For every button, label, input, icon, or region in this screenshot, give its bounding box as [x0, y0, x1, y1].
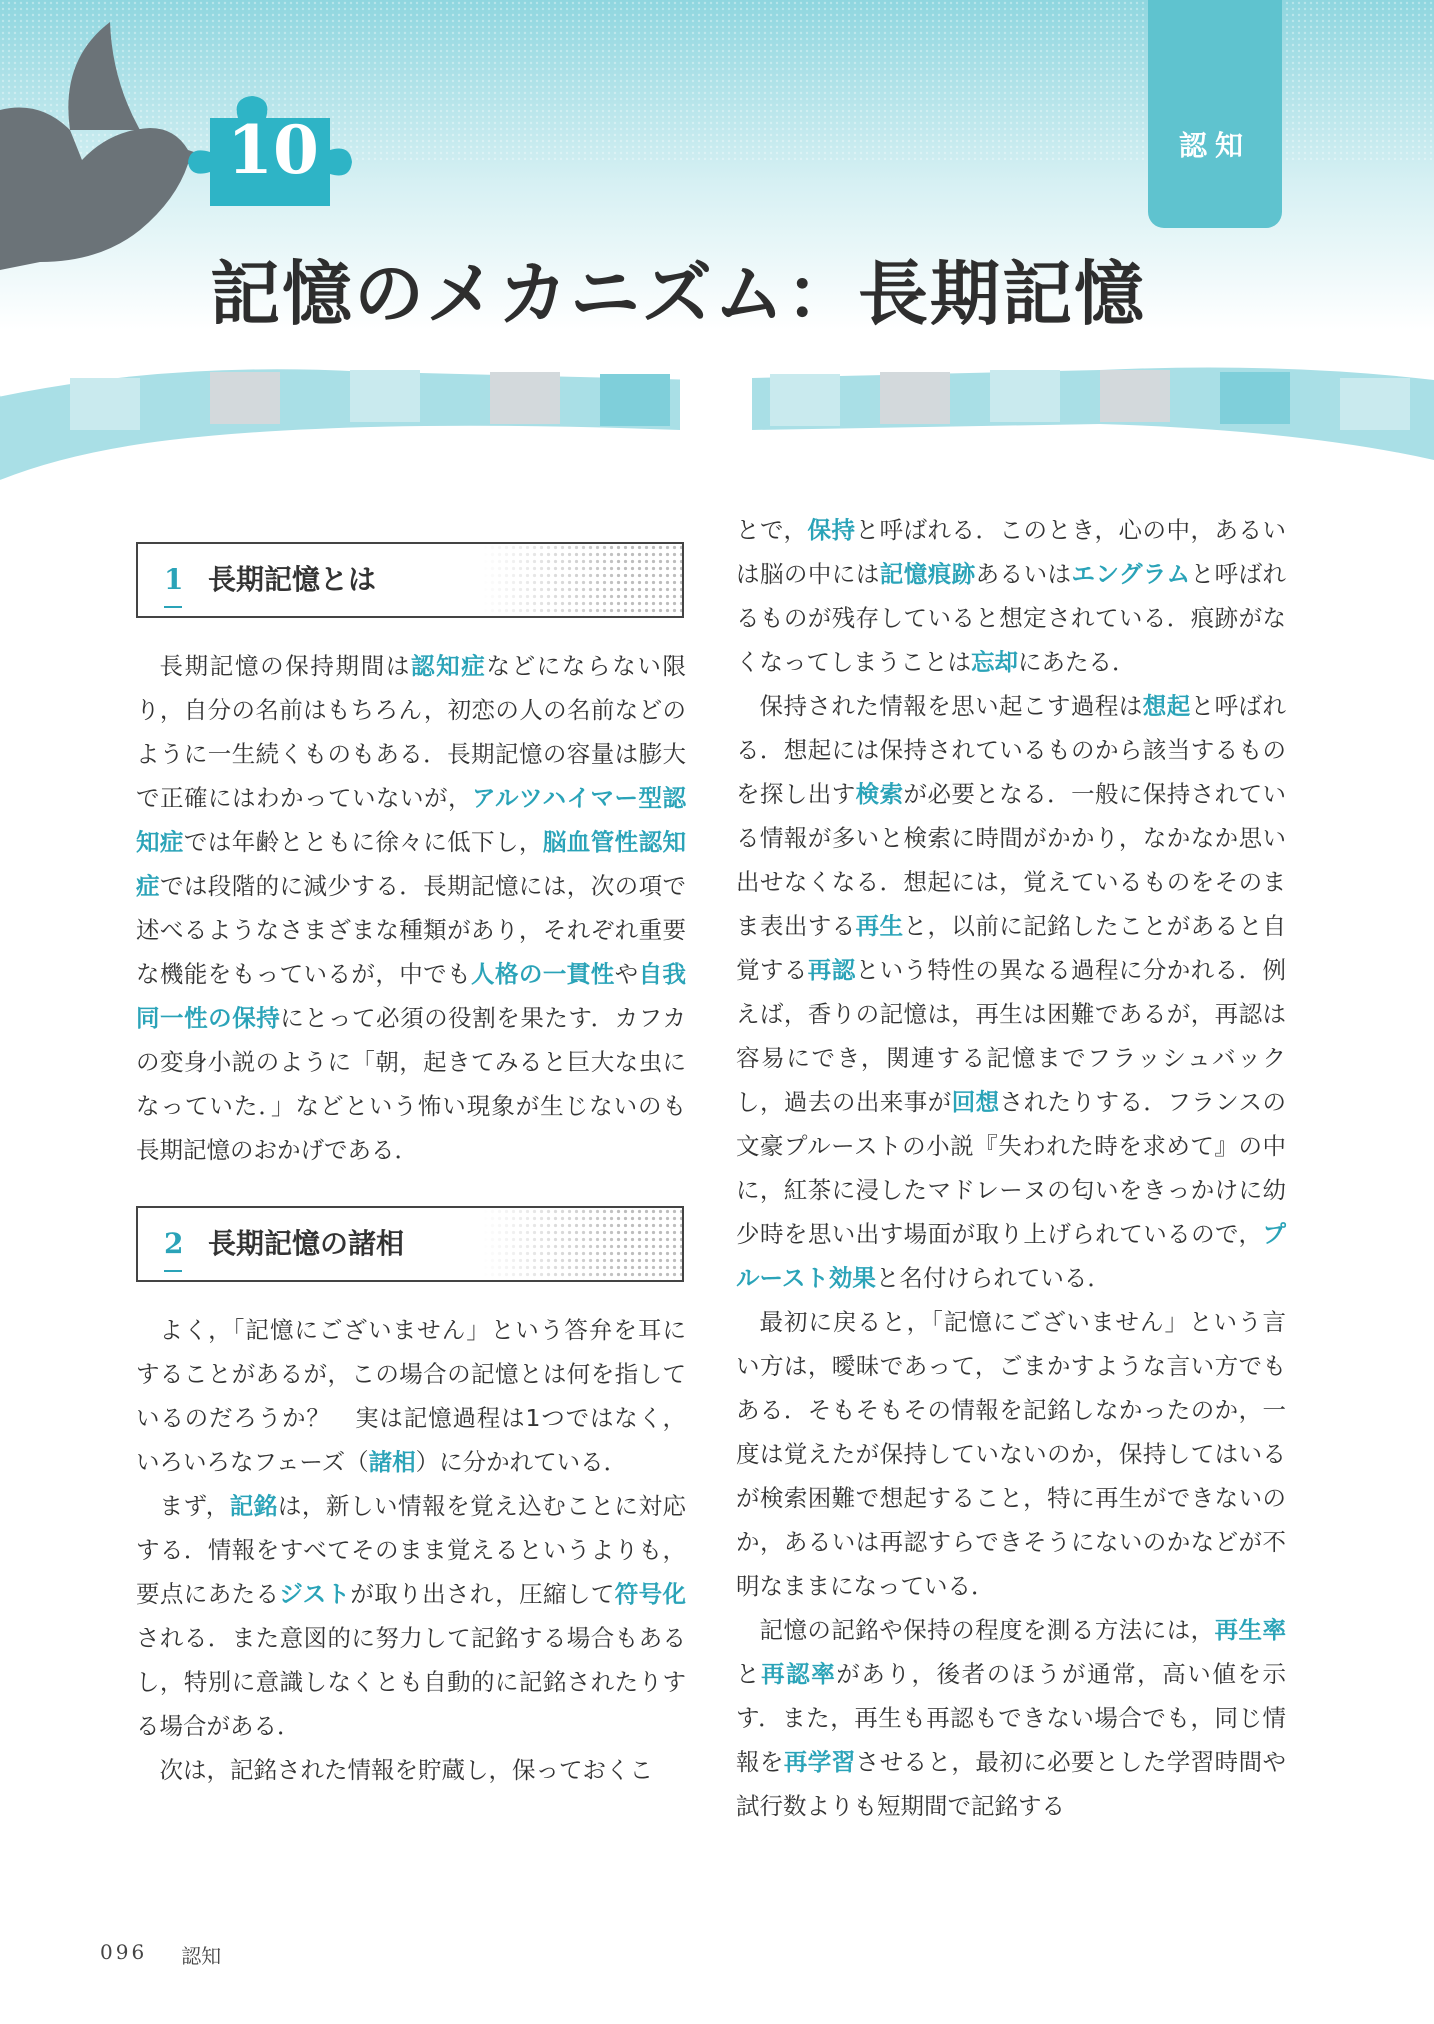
keyword: 忘却 — [971, 648, 1018, 676]
keyword: 記銘 — [229, 1492, 278, 1520]
keyword: 符号化 — [614, 1580, 687, 1608]
paragraph: 最初に戻ると，「記憶にございません」という言い方は，曖昧であって，ごまかすような言い方でもある．そもそもその情報を記銘しなかったのか，一度は覚えたが保持していないのか，保持してはいるが検索困難で想起すること，特に再生ができないのか，あるいは再認すらできそうにないのかなどが不明なままになっている． — [736, 1308, 1286, 1600]
keyword: 再認率 — [761, 1660, 837, 1688]
paragraph: とで，保持と呼ばれる．このとき，心の中，あるいは脳の中には記憶痕跡あるいはエングラムと呼ばれるものが残存していると想定されている．痕跡がなくなってしまうことは忘却にあたる． — [736, 516, 1287, 676]
keyword: 再学習 — [783, 1748, 856, 1776]
section-title: 長期記憶の諸相 — [208, 1227, 405, 1260]
dot-pattern — [482, 1208, 682, 1280]
paragraph: 記憶の記銘や保持の程度を測る方法には，再生率と再認率があり，後者のほうが通常，高い値を示す．また，再生も再認もできない場合でも，同じ情報を再学習させると，最初に必要とした学習時間や試行数よりも短期間で記銘する — [736, 1616, 1287, 1820]
keyword: 想起 — [1142, 692, 1191, 720]
page-number: 096 — [100, 1940, 148, 1964]
keyword: プルースト効果 — [736, 1220, 1286, 1292]
keyword: 再認 — [807, 956, 856, 984]
dot-pattern — [482, 544, 682, 616]
keyword: 自我同一性の保持 — [136, 960, 687, 1032]
chapter-number: 10 — [227, 111, 319, 189]
keyword: 再生 — [855, 912, 904, 940]
category-tab: 認知 — [1148, 0, 1282, 228]
paragraph: まず，記銘は，新しい情報を覚え込むことに対応する．情報をすべてそのまま覚えるというよりも，要点にあたるジストが取り出され，圧縮して符号化される．また意図的に努力して記銘する場合もあるし，特別に意識しなくとも自動的に記銘されたりする場合がある． — [136, 1492, 687, 1740]
keyword: 認知症 — [411, 652, 487, 680]
section-heading — [136, 1206, 684, 1282]
keyword: 記憶痕跡 — [879, 560, 976, 588]
paragraph: 保持された情報を思い起こす過程は想起と呼ばれる．想起には保持されているものから該当するものを探し出す検索が必要となる．一般に保持されている情報が多いと検索に時間がかかり，なかなか思い出せなくなる．想起には，覚えているものをそのまま表出する再生と，以前に記銘したことがあると自覚する再認という特性の異なる過程に分かれる．例えば，香りの記憶は，再生は困難であるが，再認は容易にでき，関連する記憶までフラッシュバックし，過去の出来事が回想されたりする．フランスの文豪プルーストの小説『失われた時を求めて』の中に，紅茶に浸したマドレーヌの匂いをきっかけに幼少時を思い出す場面が取り上げられているので，プルースト効果と名付けられている． — [736, 692, 1287, 1292]
keyword: 保持 — [807, 516, 856, 544]
section-heading — [136, 542, 684, 618]
keyword: 検索 — [855, 780, 904, 808]
paragraph: 長期記憶の保持期間は認知症などにならない限り，自分の名前はもちろん，初恋の人の名前などのように一生続くものもある．長期記憶の容量は膨大で正確にはわかっていないが，アルツハイマー型認知症では年齢とともに徐々に低下し，脳血管性認知症では段階的に減少する．長期記憶には，次の項で述べるようなさまざまな種類があり，それぞれ重要な機能をもっているが，中でも人格の一貫性や自我同一性の保持にとって必須の役割を果たす．カフカの変身小説のように「朝，起きてみると巨大な虫になっていた．」などという怖い現象が生じないのも長期記憶のおかげである． — [136, 652, 687, 1164]
keyword: エングラム — [1071, 560, 1191, 588]
page-footer — [100, 1940, 221, 1969]
keyword: 回想 — [951, 1088, 1000, 1116]
keyword: 人格の一貫性 — [471, 960, 615, 988]
paragraph: よく，「記憶にございません」という答弁を耳にすることがあるが，この場合の記憶とは何を指しているのだろうか？ 実は記憶過程は1つではなく，いろいろなフェーズ（諸相）に分かれている． — [136, 1316, 686, 1476]
section-number: 2 — [164, 1222, 208, 1266]
keyword: 再生率 — [1214, 1616, 1287, 1644]
footer-category: 認知 — [181, 1944, 222, 1968]
page-title: 記憶のメカニズム：長期記憶 — [210, 253, 1146, 335]
keyword: 脳血管性認知症 — [136, 828, 687, 900]
keyword: 諸相 — [368, 1448, 416, 1476]
keyword: アルツハイマー型認知症 — [136, 784, 687, 856]
paragraph: 次は，記銘された情報を貯蔵し，保っておくこ — [159, 1756, 653, 1784]
right-column — [736, 508, 1286, 1828]
puzzle-band-icon — [0, 368, 1434, 520]
left-column — [136, 542, 686, 1792]
keyword: ジスト — [279, 1580, 351, 1608]
section-title: 長期記憶とは — [208, 563, 377, 596]
section-number: 1 — [164, 558, 208, 602]
